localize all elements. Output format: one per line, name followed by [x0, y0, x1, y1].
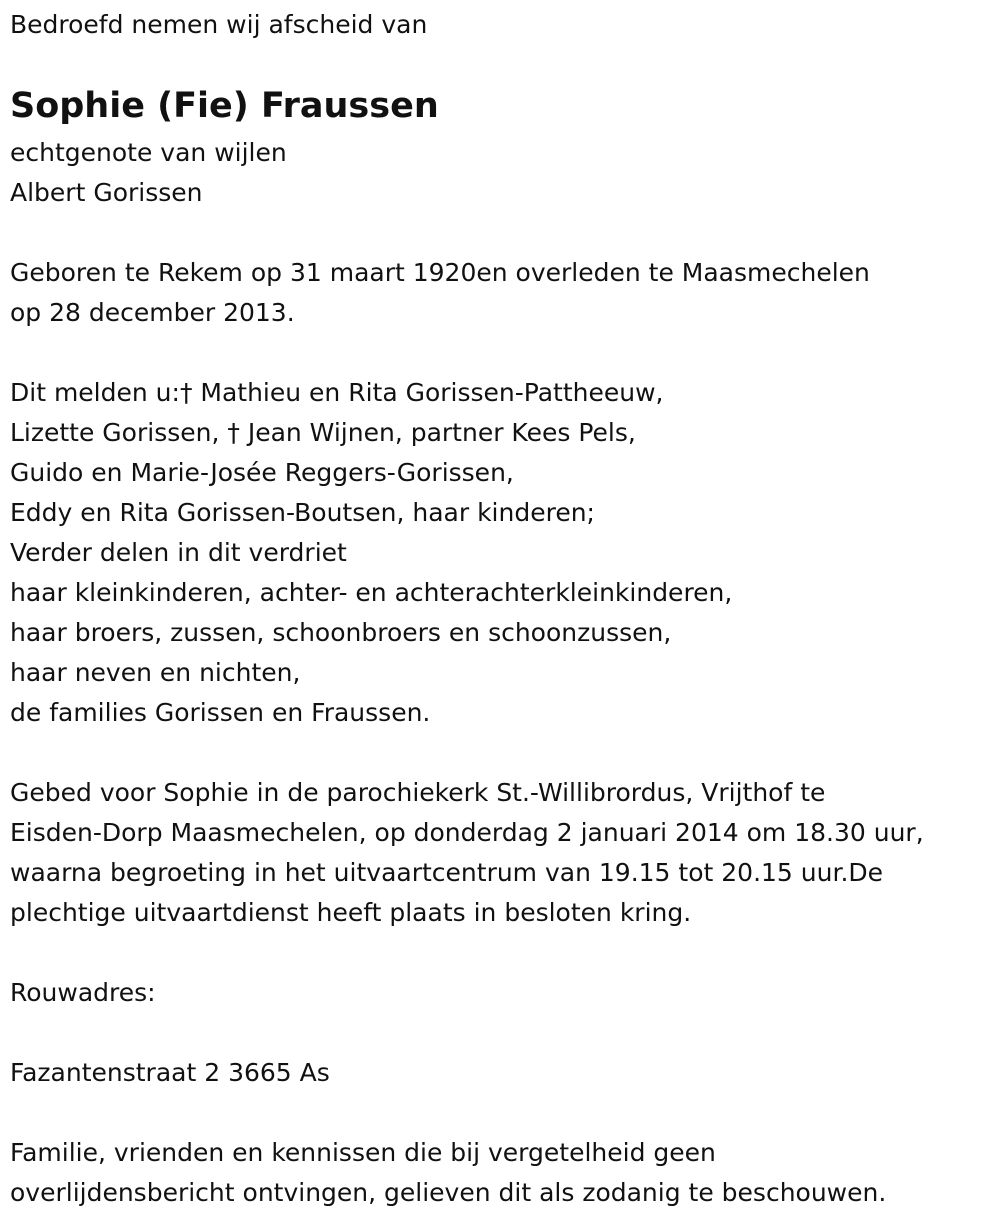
family-line-rest: Jean Wijnen, partner Kees Pels, [239, 418, 636, 447]
family-line [10, 373, 732, 413]
birth-death-line: Geboren te Rekem op 31 maart 1920en overleden te Maasmechelen [10, 258, 870, 287]
birth-death-block [10, 253, 870, 333]
service-line: Gebed voor Sophie in de parochiekerk St.-Willibrordus, Vrijthof te [10, 778, 826, 807]
cross-icon: † [227, 418, 240, 447]
death-date-line: op 28 december 2013. [10, 298, 295, 327]
family-line-prefix: Dit melden u: [10, 378, 180, 407]
closing-line: overlijdensbericht ontvingen, gelieven dit als zodanig te beschouwen. [10, 1178, 887, 1207]
service-line: Eisden-Dorp Maasmechelen, op donderdag 2 januari 2014 om 18.30 uur, [10, 818, 924, 847]
family-line: Guido en Marie-Josée Reggers-Gorissen, [10, 458, 514, 487]
service-block [10, 773, 924, 933]
address-label-block [10, 973, 156, 1013]
closing-line: Familie, vrienden en kennissen die bij vergetelheid geen [10, 1138, 716, 1167]
address-block [10, 1053, 330, 1093]
family-line [10, 413, 732, 453]
family-line: de families Gorissen en Fraussen. [10, 698, 431, 727]
address-label: Rouwadres: [10, 978, 156, 1007]
family-line: haar broers, zussen, schoonbroers en schoonzussen, [10, 618, 672, 647]
family-block [10, 373, 732, 733]
family-line-prefix: Lizette Gorissen, [10, 418, 228, 447]
family-line: haar neven en nichten, [10, 658, 301, 687]
family-line: haar kleinkinderen, achter- en achterachterkleinkinderen, [10, 578, 733, 607]
spouse-line: echtgenote van wijlen [10, 138, 287, 167]
service-line: waarna begroeting in het uitvaartcentrum van 19.15 tot 20.15 uur.De [10, 858, 884, 887]
family-line-rest: Mathieu en Rita Gorissen-Pattheeuw, [192, 378, 664, 407]
family-line: Verder delen in dit verdriet [10, 538, 347, 567]
cross-icon: † [179, 378, 193, 407]
deceased-name: Sophie (Fie) Fraussen [10, 86, 439, 126]
family-line: Eddy en Rita Gorissen-Boutsen, haar kinderen; [10, 498, 595, 527]
intro-text: Bedroefd nemen wij afscheid van [10, 10, 428, 39]
spouse-block [10, 133, 287, 213]
closing-block [10, 1133, 886, 1213]
address-value: Fazantenstraat 2 3665 As [10, 1058, 330, 1087]
service-line: plechtige uitvaartdienst heeft plaats in besloten kring. [10, 898, 692, 927]
spouse-name: Albert Gorissen [10, 178, 203, 207]
